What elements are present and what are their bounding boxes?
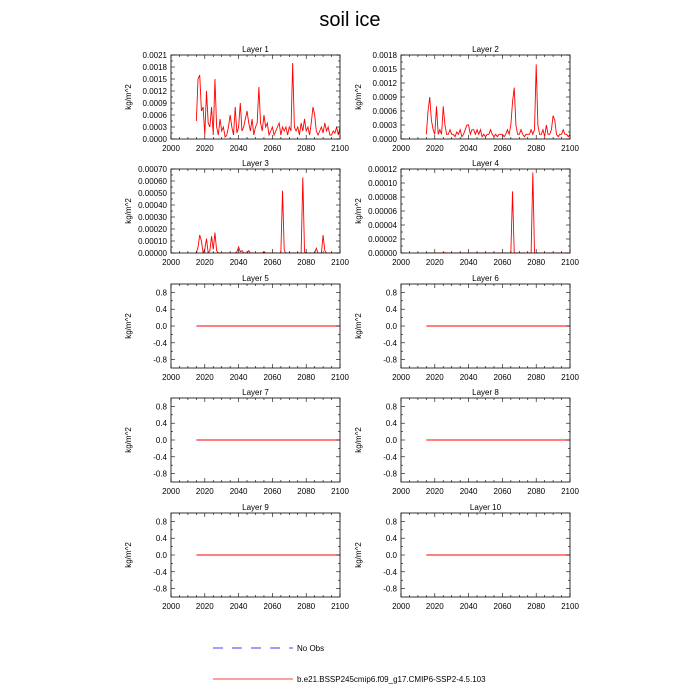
y-tick-label: -0.4	[153, 567, 167, 577]
y-axis-label: kg/m^2	[354, 542, 363, 568]
panel-title: Layer 4	[472, 159, 499, 168]
chart-panel	[109, 43, 348, 163]
chart-panel	[339, 501, 578, 621]
y-tick-label: -0.8	[153, 355, 167, 365]
y-tick-label: 0.00060	[138, 177, 167, 186]
x-tick-label: 2060	[263, 602, 282, 611]
y-tick-label: 0.00030	[138, 213, 167, 222]
y-tick-label: -0.4	[383, 567, 397, 577]
y-tick-label: 0.00000	[368, 249, 397, 258]
y-tick-label: 0.00008	[368, 193, 397, 202]
y-tick-label: 0.0	[385, 436, 397, 445]
panel-title: Layer 6	[472, 274, 499, 283]
x-tick-label: 2100	[331, 602, 349, 611]
y-tick-label: 0.00020	[138, 225, 167, 234]
chart-panel	[339, 272, 578, 392]
x-tick-label: 2080	[297, 258, 316, 267]
x-tick-label: 2020	[425, 373, 444, 382]
x-tick-label: 2080	[527, 373, 546, 382]
panel-title: Layer 3	[242, 159, 269, 168]
x-tick-label: 2080	[527, 602, 546, 611]
x-tick-label: 2060	[263, 258, 282, 267]
y-tick-label: 0.00010	[368, 179, 397, 188]
y-tick-label: 0.4	[385, 419, 397, 429]
panel-title: Layer 2	[472, 45, 499, 54]
x-tick-label: 2060	[493, 602, 512, 611]
x-tick-label: 2080	[297, 602, 316, 611]
x-tick-label: 2000	[392, 258, 410, 267]
x-tick-label: 2020	[425, 258, 444, 267]
plot-frame	[171, 169, 340, 253]
plot-frame	[401, 169, 570, 253]
x-tick-label: 2000	[162, 144, 180, 153]
y-tick-label: 0.4	[155, 534, 167, 544]
x-tick-label: 2060	[493, 144, 512, 153]
x-tick-label: 2020	[195, 602, 214, 611]
x-tick-label: 2000	[162, 602, 180, 611]
x-tick-label: 2100	[561, 373, 579, 382]
series-line	[196, 177, 340, 253]
y-tick-label: 0.4	[155, 419, 167, 429]
y-axis-label: kg/m^2	[124, 542, 133, 568]
x-tick-label: 2020	[425, 602, 444, 611]
y-axis-label: kg/m^2	[354, 198, 363, 224]
panel-title: Layer 8	[472, 388, 499, 397]
y-tick-label: 0.4	[155, 305, 167, 315]
chart-panel	[109, 501, 348, 621]
y-tick-label: 0.0015	[142, 75, 167, 84]
x-tick-label: 2000	[392, 373, 410, 382]
y-tick-label: 0.0012	[372, 79, 397, 88]
x-tick-label: 2000	[392, 144, 410, 153]
x-tick-label: 2100	[331, 487, 349, 496]
y-tick-label: 0.0	[385, 322, 397, 331]
x-tick-label: 2100	[331, 373, 349, 382]
chart-panel	[109, 272, 348, 392]
y-tick-label: 0.00050	[138, 189, 167, 198]
y-tick-label: 0.4	[385, 305, 397, 315]
y-axis-label: kg/m^2	[354, 84, 363, 110]
x-tick-label: 2000	[392, 487, 410, 496]
y-tick-label: 0.0015	[372, 65, 397, 74]
y-tick-label: 0.0000	[372, 135, 397, 144]
y-tick-label: 0.4	[385, 534, 397, 544]
x-tick-label: 2060	[263, 373, 282, 382]
x-tick-label: 2060	[493, 487, 512, 496]
figure-title: soil ice	[319, 9, 381, 31]
legend-model-label: b.e21.BSSP245cmip6.f09_g17.CMIP6-SSP2-4.5.103	[297, 675, 486, 684]
panel-title: Layer 9	[242, 503, 269, 512]
panel-title: Layer 10	[469, 503, 502, 512]
x-tick-label: 2100	[561, 487, 579, 496]
x-tick-label: 2040	[459, 487, 478, 496]
y-tick-label: 0.0009	[372, 93, 397, 102]
y-tick-label: 0.0006	[372, 107, 397, 116]
y-tick-label: -0.8	[383, 355, 397, 365]
x-tick-label: 2060	[263, 144, 282, 153]
x-tick-label: 2100	[561, 602, 579, 611]
panel-title: Layer 7	[242, 388, 269, 397]
y-axis-label: kg/m^2	[124, 84, 133, 110]
y-tick-label: 0.0012	[142, 87, 167, 96]
chart-panel	[339, 157, 578, 277]
y-tick-label: 0.0018	[372, 51, 397, 60]
y-tick-label: -0.4	[383, 338, 397, 348]
y-tick-label: 0.0021	[142, 51, 167, 60]
x-tick-label: 2040	[459, 144, 478, 153]
y-tick-label: 0.0018	[142, 63, 167, 72]
y-tick-label: 0.00002	[368, 235, 397, 244]
x-tick-label: 2080	[527, 487, 546, 496]
x-tick-label: 2020	[195, 373, 214, 382]
x-tick-label: 2040	[229, 487, 248, 496]
x-tick-label: 2040	[229, 144, 248, 153]
legend-obs-label: No Obs	[297, 644, 325, 653]
y-tick-label: 0.00000	[138, 249, 167, 258]
chart-panel	[339, 43, 578, 163]
y-tick-label: 0.0	[155, 436, 167, 445]
x-tick-label: 2020	[195, 144, 214, 153]
y-tick-label: 0.8	[385, 402, 397, 412]
chart-panel	[109, 157, 348, 277]
y-tick-label: -0.8	[153, 584, 167, 594]
y-tick-label: 0.8	[155, 288, 167, 298]
x-tick-label: 2080	[297, 487, 316, 496]
x-tick-label: 2080	[297, 144, 316, 153]
y-tick-label: 0.00004	[368, 221, 397, 230]
y-tick-label: -0.4	[383, 452, 397, 462]
y-tick-label: -0.4	[153, 452, 167, 462]
x-tick-label: 2040	[229, 373, 248, 382]
y-tick-label: 0.8	[385, 517, 397, 527]
y-tick-label: -0.8	[383, 469, 397, 479]
x-tick-label: 2100	[331, 258, 349, 267]
panel-title: Layer 1	[242, 45, 269, 54]
x-tick-label: 2020	[425, 144, 444, 153]
y-tick-label: 0.00070	[138, 165, 167, 174]
x-tick-label: 2060	[493, 258, 512, 267]
y-tick-label: 0.00010	[138, 237, 167, 246]
y-tick-label: 0.0009	[142, 99, 167, 108]
x-tick-label: 2100	[331, 144, 349, 153]
plot-frame	[401, 55, 570, 139]
y-axis-label: kg/m^2	[124, 313, 133, 339]
x-tick-label: 2000	[162, 258, 180, 267]
x-tick-label: 2000	[162, 487, 180, 496]
x-tick-label: 2080	[527, 144, 546, 153]
x-tick-label: 2060	[263, 487, 282, 496]
y-axis-label: kg/m^2	[124, 427, 133, 453]
x-tick-label: 2100	[561, 258, 579, 267]
series-line	[426, 173, 570, 254]
y-tick-label: 0.0003	[142, 123, 167, 132]
x-tick-label: 2020	[425, 487, 444, 496]
x-tick-label: 2100	[561, 144, 579, 153]
x-tick-label: 2040	[459, 602, 478, 611]
y-tick-label: -0.8	[153, 469, 167, 479]
y-tick-label: -0.4	[153, 338, 167, 348]
x-tick-label: 2020	[195, 487, 214, 496]
y-axis-label: kg/m^2	[354, 427, 363, 453]
y-tick-label: 0.0	[155, 551, 167, 560]
y-tick-label: 0.0	[155, 322, 167, 331]
y-tick-label: 0.00040	[138, 201, 167, 210]
x-tick-label: 2000	[392, 602, 410, 611]
y-tick-label: 0.8	[155, 402, 167, 412]
chart-panel	[339, 386, 578, 506]
series-line	[426, 64, 570, 136]
y-tick-label: 0.00006	[368, 207, 397, 216]
panel-title: Layer 5	[242, 274, 269, 283]
series-line	[196, 63, 340, 137]
x-tick-label: 2000	[162, 373, 180, 382]
chart-panel	[109, 386, 348, 506]
x-tick-label: 2040	[229, 602, 248, 611]
y-tick-label: -0.8	[383, 584, 397, 594]
x-tick-label: 2060	[493, 373, 512, 382]
y-tick-label: 0.0003	[372, 121, 397, 130]
x-tick-label: 2080	[297, 373, 316, 382]
x-tick-label: 2040	[229, 258, 248, 267]
y-tick-label: 0.8	[155, 517, 167, 527]
y-axis-label: kg/m^2	[124, 198, 133, 224]
y-tick-label: 0.00012	[368, 165, 397, 174]
y-tick-label: 0.0	[385, 551, 397, 560]
y-tick-label: 0.0000	[142, 135, 167, 144]
x-tick-label: 2040	[459, 373, 478, 382]
y-tick-label: 0.8	[385, 288, 397, 298]
x-tick-label: 2080	[527, 258, 546, 267]
y-tick-label: 0.0006	[142, 111, 167, 120]
y-axis-label: kg/m^2	[354, 313, 363, 339]
x-tick-label: 2040	[459, 258, 478, 267]
x-tick-label: 2020	[195, 258, 214, 267]
